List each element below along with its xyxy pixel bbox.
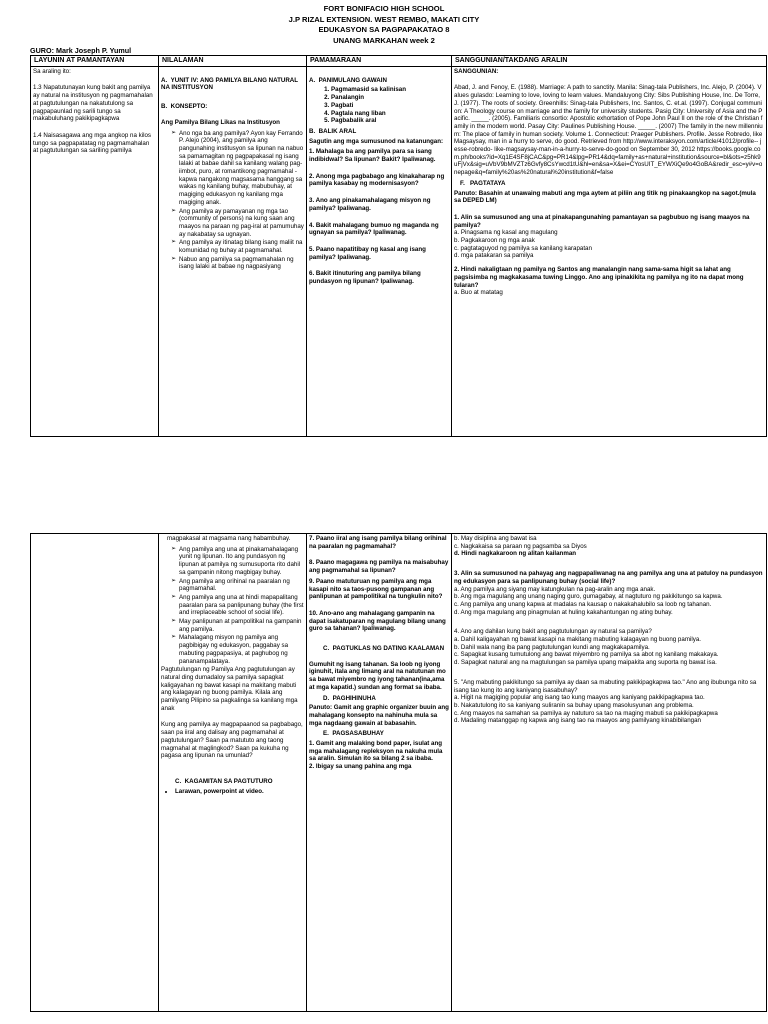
quiz-option: a. Dahil kaligayahan ng bawat kasapi na makitang mabuting kalagayan ng buong pamilya. (454, 636, 701, 644)
pagtuklas-text: Gumuhit ng isang tahanan. Sa loob ng iyong iginuhit, itala ang limang aral na natutunan mo sa bawat miyembro ng iyong tahanan(ina,ama at mga kapatid.) sundan ang format sa ibaba. (309, 660, 446, 691)
sanggunian-cell (452, 66, 767, 436)
question-item: 3. Ano ang pinakamahalagang misyon ng pamilya? Ipaliwanag. (309, 197, 431, 212)
nilalaman-cell (159, 66, 307, 436)
panimulang-heading: A. PANIMULANG GAWAIN (309, 76, 387, 84)
paghihinuha-heading: D. PAGHIHINUHA (323, 694, 376, 702)
references-text: Abad, J. and Fenoy, E. (1988). Marriage: A path to sanctity. Manila: Sinag-tala Publishers, Inc. Alejo, P. (2004). Values gulasdo: Learning to love, loving to learn values. Mandaluyong City: Sibs Publishing House, Inc. De Torre, J. (1977). The roots of society. Greenhills: Sinag-tala Publishers, Inc. Santos, C. et.al. (1997). Conjugal communion: A Theology course on marriage and the family for university students. Pasig City: University of Asia and the Pacific. _____. (2005). Familiaris consortio: Apostolic exhortation of Pope John Paul II on the role of the Christian family in the modern world. Pasay City: Paulines Publishing House. _____. (2007) The family in the new millennium: The place of family in human society. Volume 1. Connecticut: Praeger Publishers. Profile. Jesse Robredo, like Magsaysay, man in a hurry to serve, do good. Retrieved from http://www.interaksyon.com/article/41012/profile-- jesse-robredo- like-magsaysay-man-in-a-hurry-to-serve-do-good on September 30, 2012 https://books.google.com.ph/books?id=Xq1E4SF8jCAC&pg=PR14&lpg=PR14&dq=family+as+natural+institution&source=bl&ots=z5hk9uFjVx&sig=uVbV9bMVZTz6Gvfy8CsYwcd1tU&hl=en&sa=X&ei=CYosUIT_EYWXiQe9o4GoBA&redir_esc=y#v=onepage&q=family%20as%20natural%20institution&f=false (454, 84, 763, 177)
nilalaman-cell-continued (159, 534, 307, 1012)
quiz-option: d. Hindi nagkakaroon ng alitan kailanman (454, 550, 577, 558)
list-item: • Larawan, powerpoint at video. (175, 788, 304, 796)
list-item: ➢ Nabuo ang pamilya sa pagmamahalan ng isang lalaki at babae ng nagpasiyang (171, 256, 304, 271)
document-header (0, 4, 768, 46)
quiz-option: a. Buo at matatag (454, 289, 503, 297)
question-item: 6. Bakit itinuturing ang pamilya bilang pundasyon ng lipunan? Ipaliwanag. (309, 270, 421, 286)
balik-aral-heading: B. BALIK ARAL (309, 127, 357, 135)
teacher-name: GURO: Mark Joseph P. Yumul (30, 46, 132, 55)
quiz-option: a. Higit na magiging popular ang isang tao kung maayos ang kaniyang pakikipagkapwa tao. (454, 694, 705, 702)
kagamitan-heading: C. KAGAMITAN SA PAGTUTURO (175, 777, 273, 785)
quiz-option: b. Dahil wala nang iba pang pagtutulungan kundi ang magkakapamilya. (454, 643, 650, 651)
list-item: 4. Pagtala nang liban (331, 110, 449, 118)
list-item: ➢ Mahalagang misyon ng pamilya ang pagbibigay ng edukasyon, paggabay sa mabuting pagpapasiya, at paghubog ng pananampalataya. (171, 634, 304, 665)
quiz-option: d. Sapagkat natural ang na magtulungan sa pamilya upang maipakita ang suporta ng bawat isa. (454, 659, 717, 667)
sanggunian-cell-continued (452, 534, 767, 1012)
quiz-option: b. May disiplina ang bawat isa (454, 535, 537, 542)
pamamaraan-cell (307, 66, 452, 436)
yunit-heading: A. YUNIT IV: ANG PAMILYA BILANG NATURAL NA INSTITUSYON (161, 76, 298, 92)
pagbabago-paragraph: Kung ang pamilya ay magpapaanod sa pagbabago, saan pa iiral ang dalisay ang pagmamahal at pagtutulungan? Saan pa matututo ang taong magmahal at maglingkod? Saan pa kukuha ng pagasa ang lipunan na umunlad? (161, 721, 303, 760)
list-item: ➢ Ang pamilya ang una at pinakamahalagang yunit ng lipunan. Ito ang pundasyon ng lipunan at pamilya ng sumusuporta rito dahil sa gampanin nitong magbigay buhay. (171, 546, 304, 577)
lesson-table-part-1 (30, 55, 767, 437)
list-item: 3. Pagbati (331, 102, 449, 110)
quiz-question-1: 1. Alin sa sumusunod ang una at pinakapangunahing pamantayan sa pagbubuo ng isang maayos na pamilya? (454, 213, 750, 229)
konsepto-heading: B. KONSEPTO: (161, 103, 208, 111)
pagtataya-heading: F. PAGTATAYA (460, 179, 506, 187)
quiz-option: a. Ang pamilya ang siyang may katungkulan na pag-aralin ang mga anak. (454, 585, 656, 593)
pamamaraan-cell-continued (307, 534, 452, 1012)
quiz-question-4: 4. Ano ang dahilan kung bakit ang pagtutulungan ay natural sa pamilya? (454, 628, 652, 636)
subject-title: EDUKASYON SA PAGPAPAKATAO 8 (318, 25, 450, 34)
objective-1-3: 1.3 Napatutunayan kung bakit ang pamilya ay natural na institusyon ng pagmamahalan at pagtutulungan na nakatutulong sa pagpapaunlad ng sarili tungo sa makabuluhang pakikipagkapwa (33, 84, 153, 123)
objective-1-4: 1.4 Naisasagawa ang mga angkop na kilos tungo sa pagpapatatag ng pagmamahalan at pagtutulungan sa sariling pamilya (33, 131, 151, 155)
list-item: 2. Panalangin (331, 94, 449, 102)
list-item: 1. Pagmamasid sa kalinisan (331, 86, 449, 94)
pagsasabuhay-item: 2. Ibigay sa unang pahina ang mga (309, 763, 412, 771)
panimulang-list (309, 86, 449, 125)
topic-title: Ang Pamilya Bilang Likas na Institusyon (161, 118, 280, 126)
balik-aral-intro: Sagutin ang mga sumusunod na katanungan: (309, 137, 444, 145)
layunin-intro: Sa araling ito: (33, 67, 71, 75)
kagamitan-list (161, 788, 304, 796)
column-header-sanggunian: SANGGUNIAN/TAKDANG ARALIN (452, 56, 767, 67)
quiz-option: b. Nakatutulong ito sa kaniyang suliranin sa buhay upang masolusyunan ang problema. (454, 701, 694, 709)
quiz-question-2: 2. Hindi nakaligtaan ng pamilya ng Santos ang manalangin nang sama-sama higit sa lahat ang pagsisimba ng magkakasama tuwing Linggo. Ano ang ipinakikita ng pamilya ng ito na dapat mong tularan? (454, 266, 744, 289)
pagtataya-instructions: Panuto: Basahin at unawaing mabuti ang mga aytem at piliin ang titik ng pinakaangkop na sagot.(mula sa DEPED LM) (454, 189, 756, 205)
question-item: 9. Paano matuturuan ng pamilya ang mga kasapi nito sa taos-pusong gampanan ang panlipunan at pampolitikal na tungkulin nito? (309, 577, 443, 601)
question-item: 2. Anong mga pagbabago ang kinakaharap ng pamilya kasabay ng modernisasyon? (309, 172, 445, 188)
question-item: 5. Paano napatitibay ng kasal ang isang pamilya? Ipaliwanag. (309, 245, 426, 261)
quiz-option: c. Ang maayos na samahan sa pamilya ay natuturo sa tao na maging mabuti sa pakikipagkapwa (454, 709, 718, 717)
lesson-table-part-2 (30, 533, 767, 1012)
list-item: ➢ Ang pamilya ay pamayanan ng mga tao (community of persons) na kung saan ang maayos na paraan ng pag-iral at pamumuhay ay nakabatay sa ugnayan. (171, 208, 304, 239)
layunin-cell-continued (31, 534, 159, 1012)
quiz-option: d. Madaling matanggap ng kapwa ang isang tao na maayos ang pamilyang kinabibilangan (454, 717, 701, 725)
quiz-option: c. pagtataguyod ng pamilya sa kanilang karapatan (454, 244, 592, 252)
list-item: ➢ Ano nga ba ang pamilya? Ayon kay Ferrando P. Alejo (2004), ang pamilya ang pangunahing institusyon sa lipunan na nabuo sa pamamagitan ng pagpapakasal ng isang lalaki at babae dahil sa kanilang walang pag-iimbot, puro, at romantikong pagmamahal - kapwa nangakong magsasama hanggang sa wakas ng kanilang buhay, mabubuhay, at magiging edukasyon ng kanilang mga magiging anak. (171, 130, 304, 207)
quiz-question-3: 3. Alin sa sumusunod na pahayag ang nagpapaliwanag na ang pamilya ang una at patuloy na pundasyon ng edukasyon para sa panlipunang buhay (social life)? (454, 570, 763, 585)
question-item: 4. Bakit mahalagang bumuo ng maganda ng ugnayan sa pamilya? Ipaliwanag. (309, 221, 439, 237)
pagtuklas-heading: C. PAGTUKLAS NG DATING KAALAMAN (323, 645, 445, 653)
column-header-nilalaman: NILALAMAN (159, 56, 307, 67)
quiz-option: a. Pinagsama ng kasal ang magulang (454, 229, 558, 237)
nilalaman-bullets-1 (161, 130, 304, 272)
question-item: 7. Paano iiral ang isang pamilya bilang orihinal na paaralan ng pagmamahal? (309, 535, 447, 550)
column-header-layunin: LAYUNIN AT PAMANTAYAN (31, 56, 159, 67)
list-item: ➢ Ang pamilya ang orihinal na paaralan ng pagmamahal. (171, 578, 304, 593)
quiz-question-5: 5. "Ang mabuting pakikitungo sa pamilya ay daan sa mabuting pakikipagkapwa tao." Ano ang ibubunga nito sa isang tao kung ito ang kaniyang isasabuhay? (454, 678, 757, 694)
list-item: ➢ Ang pamilya ang una at hindi mapapalitang paaralan para sa panlipunang buhay (the first and irreplaceable school of social life). (171, 594, 304, 617)
quiz-option: d. Ang mga magulang ang pinagmulan at huling kakahantungan ng ating buhay. (454, 608, 673, 616)
question-item: 10. Ano-ano ang mahalagang gampanin na dapat isakatuparan ng magulang bilang unang guro sa tahanan? Ipaliwanag. (309, 609, 446, 633)
column-header-pamamaraan: PAMAMARAAN (307, 56, 452, 67)
quiz-option: c. Nagkakaisa sa paraan ng pagsamba sa Diyos (454, 542, 587, 550)
nilalaman-continuation: magpakasal at magsama nang habambuhay. (167, 535, 291, 542)
quiz-option: b. Pagkakaroon ng mga anak (454, 237, 535, 245)
sanggunian-title: SANGGUNIAN: (454, 67, 499, 75)
list-item: 5. Pagbabalik aral (331, 117, 449, 125)
list-item: ➢ May panlipunan at pampolitikal na gampanin ang pamilya. (171, 618, 304, 633)
quiz-option: d. mga patakaran sa pamilya (454, 252, 534, 260)
pagtutulungan-paragraph: Pagtutulungan ng Pamilya Ang pagtutulungan ay natural ding dumadaloy sa pamilya sapagkat kaligayahan ng bawat kasapi na makitang mabuti ang kalagayan ng buong pamilya. Kilala ang pamilyang Pilipino sa pagkalinga sa kanilang mga anak (161, 666, 298, 712)
nilalaman-bullets-2 (161, 546, 304, 666)
layunin-cell (31, 66, 159, 436)
quiz-option: c. Sapagkat kusang tumutulong ang bawat miyembro ng pamilya sa abot ng kanilang makakaya. (454, 651, 719, 659)
quarter-week: UNANG MARKAHAN week 2 (333, 35, 435, 45)
school-name: FORT BONIFACIO HIGH SCHOOL (323, 4, 445, 13)
question-item: 8. Paano magagawa ng pamilya na maisabuhay ang pagmamahal sa lipunan? (309, 559, 449, 575)
pagsasabuhay-heading: E. PAGSASABUHAY (323, 730, 384, 738)
school-address: J.P RIZAL EXTENSION. WEST REMBO, MAKATI CITY (288, 14, 480, 24)
pagsasabuhay-item: 1. Gamit ang malaking bond paper, isulat ang mga mahalagang repleksyon na nakuha mula sa aralin. Simulan ito sa bilang 2 sa ibaba. (309, 740, 443, 763)
quiz-option: b. Ang mga magulang ang unang naging guro, gumagabay, at nagtuturo ng pakikitungo sa kapwa. (454, 593, 723, 601)
paghihinuha-text: Panuto: Gamit ang graphic organizer buuin ang mahalagang konsepto na nahinuha mula sa mga nagdaang gawain at babasahin. (309, 704, 449, 727)
question-item: 1. Mahalaga ba ang pamilya para sa isang indibidwal? Sa lipunan? Bakit? Ipaliwanag. (309, 148, 436, 164)
quiz-option: c. Ang pamilya ang unang kapwa at madalas na kausap o nakakahalubilo sa loob ng tahanan. (454, 600, 712, 608)
list-item: ➢ Ang pamilya ay itinatag bilang isang maliit na komunidad ng buhay at pagmamahal. (171, 239, 304, 254)
